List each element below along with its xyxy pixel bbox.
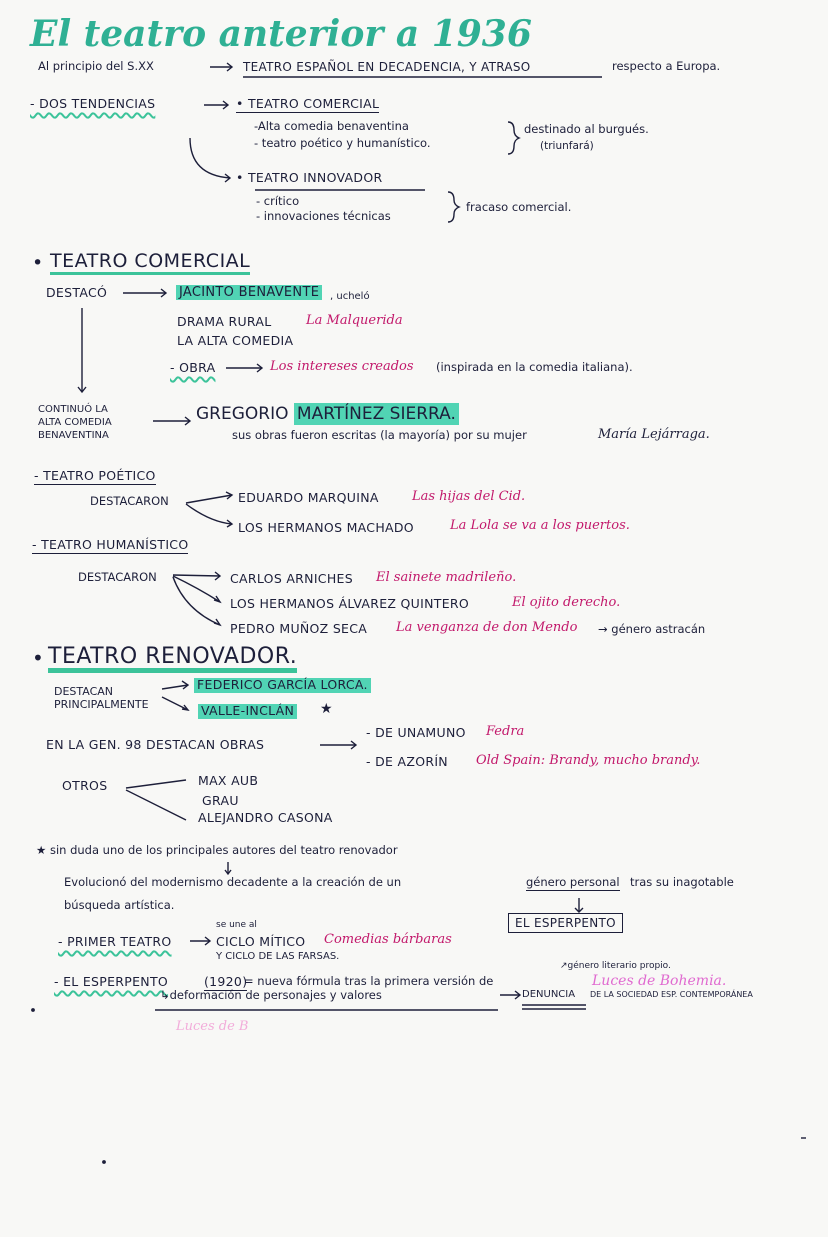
valle-name: VALLE-INCLÁN [198, 704, 297, 719]
old-spain-title: Old Spain: Brandy, mucho brandy. [476, 753, 701, 768]
otros-casona: ALEJANDRO CASONA [198, 810, 333, 825]
otros-label: OTROS [62, 778, 108, 793]
comedias-barbaras: Comedias bárbaras [324, 932, 452, 947]
genero-literario-note: ↗género literario propio. [560, 961, 671, 971]
otros-max-aub: MAX AUB [198, 773, 259, 788]
gregorio-name [196, 406, 459, 423]
evol-text-b: tras su inagotable [630, 875, 734, 889]
se-une-al: se une al [216, 920, 257, 930]
luces-bohemia-title: Luces de Bohemia. [592, 973, 727, 989]
denuncia-rest: DE LA SOCIEDAD ESP. CONTEMPORÁNEA [590, 990, 753, 999]
gregorio-last: MARTÍNEZ SIERRA. [294, 403, 459, 425]
malquerida-title: La Malquerida [306, 313, 403, 328]
bullet-dot: • [32, 252, 44, 274]
poetico-head: - TEATRO POÉTICO [34, 468, 156, 483]
fedra-title: Fedra [486, 724, 525, 739]
denuncia-label: DENUNCIA [522, 989, 576, 1000]
destaco-label: DESTACÓ [46, 285, 108, 300]
otros-grau: GRAU [202, 793, 239, 808]
intro-end: respecto a Europa. [612, 59, 721, 73]
innovador-head: • TEATRO INNOVADOR [236, 170, 383, 185]
poetico-destacaron: DESTACARON [90, 494, 169, 508]
intro-main: TEATRO ESPAÑOL EN DECADENCIA, Y ATRASO [243, 60, 531, 74]
arniches-name: CARLOS ARNICHES [230, 571, 353, 586]
evol-text-c: búsqueda artística. [64, 898, 175, 912]
humanistico-destacaron: DESTACARON [78, 570, 157, 584]
destacan-line-2: PRINCIPALMENTE [54, 698, 149, 712]
intereses-title: Los intereses creados [270, 359, 414, 374]
evol-genero: género personal [526, 875, 620, 889]
destacan-label [54, 685, 149, 711]
astracan-note: → género astracán [598, 622, 706, 636]
drama-rural-label: DRAMA RURAL [177, 314, 272, 329]
gen98-label: EN LA GEN. 98 DESTACAN OBRAS [46, 737, 265, 752]
comercial-head: • TEATRO COMERCIAL [236, 96, 380, 111]
alta-comedia-label: LA ALTA COMEDIA [177, 333, 294, 348]
maria-lejarraga: María Lejárraga. [598, 427, 710, 442]
intro-start: Al principio del S.XX [38, 59, 154, 73]
munoz-seca-name: PEDRO MUÑOZ SECA [230, 621, 368, 636]
continuo-label [38, 403, 112, 442]
innovador-note: fracaso comercial. [466, 200, 572, 214]
page-title: El teatro anterior a 1936 [30, 13, 532, 55]
machado-name: LOS HERMANOS MACHADO [238, 520, 414, 535]
renovador-head: TEATRO RENOVADOR. [48, 646, 297, 673]
comercial-section-head: TEATRO COMERCIAL [50, 252, 250, 275]
valle-star-note: ★ sin duda uno de los principales autores del teatro renovador [36, 843, 398, 857]
hijas-cid-title: Las hijas del Cid. [412, 489, 526, 504]
comercial-note: destinado al burgués. [524, 122, 649, 136]
destacan-line-1: DESTACAN [54, 685, 114, 698]
innovador-item-1: - crítico [256, 194, 300, 208]
sainete-title: El sainete madrileño. [376, 570, 517, 585]
ciclo-farsas: Y CICLO DE LAS FARSAS. [216, 951, 340, 962]
ciclo-mitico: CICLO MÍTICO [216, 934, 306, 949]
unamuno-label: - DE UNAMUNO [366, 725, 466, 740]
continuo-line-1: CONTINUÓ LA [38, 404, 108, 415]
esperpento-year: (1920) [204, 974, 248, 989]
ojito-title: El ojito derecho. [512, 595, 621, 610]
azorin-label: - DE AZORÍN [366, 754, 448, 769]
comercial-item-2: - teatro poético y humanístico. [254, 136, 431, 150]
marquina-name: EDUARDO MARQUINA [238, 490, 379, 505]
evol-text-a: Evolucionó del modernismo decadente a la creación de un [64, 875, 402, 889]
esperpento-label: - EL ESPERPENTO [54, 974, 169, 989]
mendo-title: La venganza de don Mendo [396, 620, 578, 635]
luces-faded: Luces de B [176, 1019, 249, 1034]
star-icon: ★ [320, 701, 333, 717]
comercial-item-1: -Alta comedia benaventina [254, 119, 409, 133]
bullet-dot-2: • [32, 646, 44, 670]
gregorio-note: sus obras fueron escritas (la mayoría) por su mujer [232, 428, 527, 442]
gregorio-first: GREGORIO [196, 404, 289, 424]
lorca-name: FEDERICO GARCÍA LORCA. [194, 678, 371, 693]
esperpento-text: = nueva fórmula tras la primera versión de [244, 974, 494, 988]
comercial-note-2: (triunfará) [540, 140, 594, 152]
benavente-extra: , ucheló [330, 291, 370, 302]
tendencias-label: - DOS TENDENCIAS [30, 96, 156, 111]
humanistico-head: - TEATRO HUMANÍSTICO [32, 537, 189, 552]
continuo-line-2: ALTA COMEDIA [38, 417, 112, 428]
primer-teatro-label: - PRIMER TEATRO [58, 934, 172, 949]
innovador-item-2: - innovaciones técnicas [256, 209, 391, 223]
deformacion-text: ↳deformación de personajes y valores [160, 988, 382, 1002]
benavente-name: JACINTO BENAVENTE [176, 285, 322, 300]
quintero-name: LOS HERMANOS ÁLVAREZ QUINTERO [230, 596, 470, 611]
continuo-line-3: BENAVENTINA [38, 430, 109, 441]
intereses-note: (inspirada en la comedia italiana). [436, 360, 633, 374]
obra-label: - OBRA [170, 360, 216, 375]
lola-title: La Lola se va a los puertos. [450, 518, 630, 533]
esperpento-box: EL ESPERPENTO [508, 913, 623, 933]
